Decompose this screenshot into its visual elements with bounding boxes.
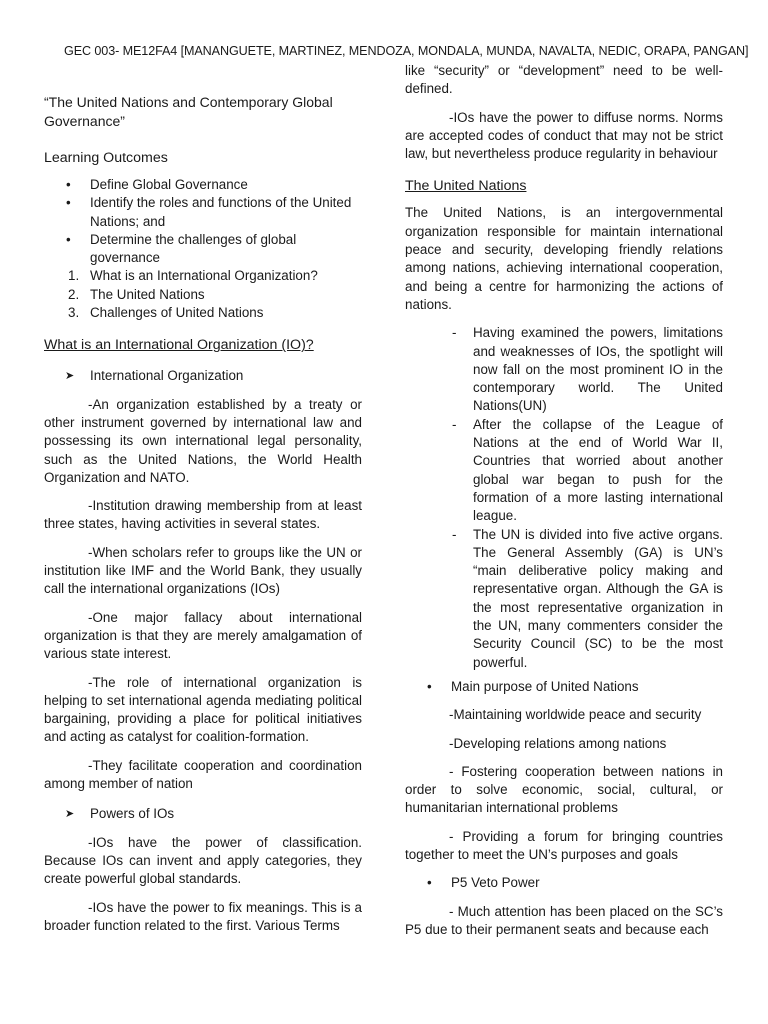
- paragraph: like “security” or “development” need to be well-defined.: [405, 63, 723, 97]
- paragraph: -Developing relations among nations: [449, 735, 667, 751]
- list-item: [44, 304, 362, 322]
- paragraph: - Providing a forum for bringing countries together to meet the UN’s purposes and goals: [405, 828, 723, 862]
- paragraph: - Fostering cooperation between nations in order to solve economic, social, cultural, or humanitarian international problems: [405, 763, 723, 816]
- list-item: [44, 286, 362, 304]
- paragraph: -One major fallacy about international organization is that they are merely amalgamation of various state interest.: [44, 609, 362, 662]
- outcomes-list: [44, 176, 362, 267]
- list-item: - After the collapse of the League of Nations at the end of World War II, Countries that worried about another global war began to push for the formation of a more lasting international league.: [452, 416, 723, 524]
- arrow-bullet-icon: ➤: [65, 370, 75, 383]
- powers-subheading: ➤ Powers of IOs: [44, 805, 362, 823]
- right-column: [405, 62, 723, 949]
- list-text: The United Nations: [90, 286, 205, 302]
- list-text: What is an International Organization?: [90, 268, 318, 284]
- list-item: • Identify the roles and functions of the United Nations; and: [44, 194, 362, 231]
- list-number: 3.: [68, 305, 80, 321]
- list-item: • Define Global Governance: [44, 176, 362, 194]
- bullet-icon: •: [427, 678, 432, 694]
- un-heading: The United Nations: [405, 178, 527, 195]
- paragraph: -When scholars refer to groups like the UN or institution like IMF and the World Bank, they usually call the international organizations (IOs): [44, 544, 362, 597]
- left-column: [44, 93, 362, 945]
- veto-bullet: • P5 Veto Power: [405, 874, 723, 892]
- list-item: - Having examined the powers, limitations and weaknesses of IOs, the spotlight will now fall on the most prominent IO in the contemporary world. The United Nations(UN): [452, 325, 723, 414]
- list-item: • Determine the challenges of global governance: [44, 231, 362, 268]
- list-number: 2.: [68, 286, 80, 302]
- list-item: - The UN is divided into five active organs. The General Assembly (GA) is UN’s “main deliberative policy making and representative organ. Although the GA is the most representative organization in the UN, many commenters consider the Security Council (SC) to be the most powerful.: [452, 526, 723, 670]
- dash-bullet: -: [452, 416, 457, 432]
- list-item: [44, 267, 362, 285]
- purpose-bullet: • Main purpose of United Nations: [405, 678, 723, 696]
- document-header: GEC 003- ME12FA4 [MANANGUETE, MARTINEZ, MENDOZA, MONDALA, MUNDA, NAVALTA, NEDIC, ORAPA, PANGAN]: [64, 44, 749, 58]
- dash-bullet: -: [452, 526, 457, 542]
- paragraph: -An organization established by a treaty or other instrument governed by international law and possessing its own international legal personality, such as the United Nations, the World Health Organization and NATO.: [44, 396, 362, 485]
- document-title: “The United Nations and Contemporary Global Governance”: [44, 94, 333, 129]
- list-text: Challenges of United Nations: [90, 305, 264, 321]
- io-heading: What is an International Organization (IO)?: [44, 337, 314, 354]
- paragraph: -IOs have the power to fix meanings. This is a broader function related to the first. Various Terms: [44, 899, 362, 933]
- paragraph: -The role of international organization is helping to set international agenda mediating political bargaining, providing a place for political initiatives and acting as catalyst for coalition-formation.: [44, 674, 362, 745]
- paragraph: -IOs have the power of classification. Because IOs can invent and apply categories, they create powerful global standards.: [44, 834, 362, 887]
- list-number: 1.: [68, 268, 80, 284]
- learning-outcomes-heading: Learning Outcomes: [44, 150, 168, 166]
- paragraph: -IOs have the power to diffuse norms. Norms are accepted codes of conduct that may not be strict law, but nevertheless produce regularity in behaviour: [405, 109, 723, 162]
- topics-list: [44, 267, 362, 322]
- paragraph: -They facilitate cooperation and coordination among member of nation: [44, 757, 362, 792]
- io-subheading: ➤ International Organization: [44, 367, 362, 385]
- bullet-icon: •: [427, 875, 432, 891]
- paragraph: -Maintaining worldwide peace and security: [449, 707, 702, 723]
- arrow-bullet-icon: ➤: [65, 808, 75, 821]
- dash-bullet: -: [452, 325, 457, 341]
- paragraph: - Much attention has been placed on the SC’s P5 due to their permanent seats and because each: [405, 903, 723, 937]
- paragraph: -Institution drawing membership from at least three states, having activities in several states.: [44, 498, 362, 532]
- paragraph: The United Nations, is an intergovernmental organization responsible for maintain international peace and security, developing friendly relations among nations, achieving international cooperation, and being a centre for harmonizing the actions of nations.: [405, 205, 723, 312]
